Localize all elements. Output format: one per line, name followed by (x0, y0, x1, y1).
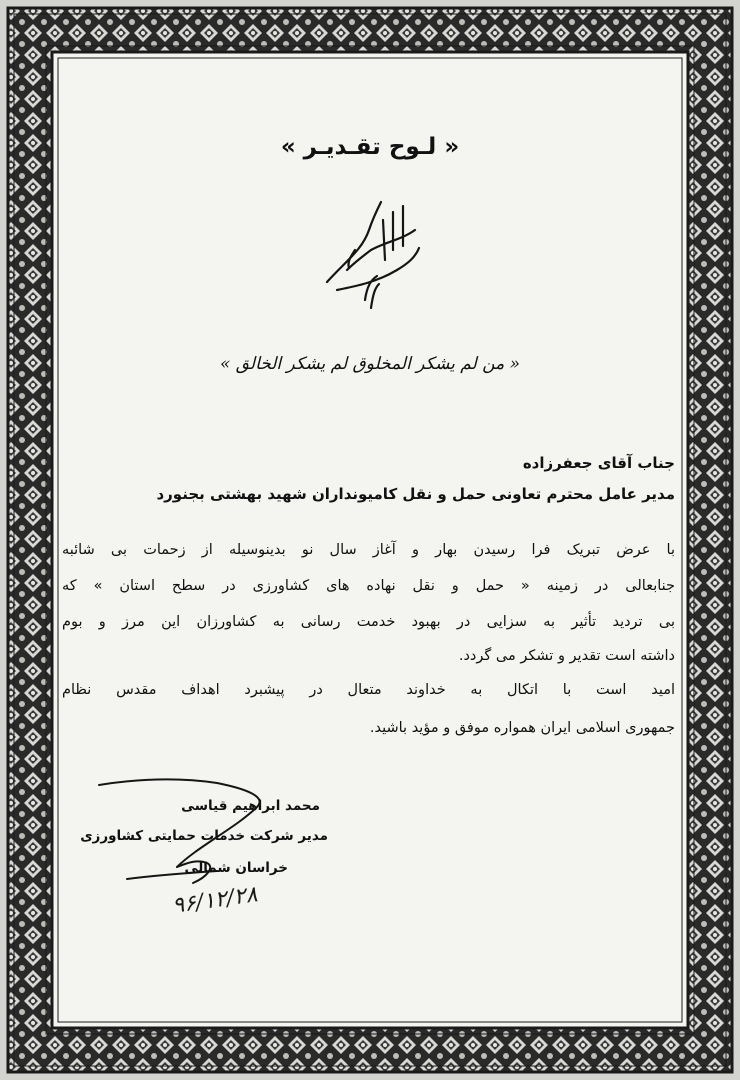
signer-position: مدیر شرکت خدمات حمایتی کشاورزی (80, 828, 328, 844)
body-line: بی تردید تأثیر به سزایی در بهبود خدمت رسانی به کشاورزان این مرز و بوم (62, 614, 675, 630)
signer-region: خراسان شمالی (184, 860, 288, 876)
body-line: جنابعالی در زمینه « حمل و نقل نهاده های کشاورزی در سطح استان » که (62, 578, 675, 594)
certificate-title: « لـوح تقـديـر » (280, 134, 460, 160)
recipient-position: مدیر عامل محترم تعاونی حمل و نقل کامیونداران شهید بهشتی بجنورد (156, 485, 675, 503)
body-line: امید است با اتکال به خداوند متعال در پیشبرد اهداف مقدس نظام (62, 682, 675, 698)
signer-name: محمد ابراهیم قیاسی (181, 798, 320, 814)
handwritten-date: ۹۶/۱۲/۲۸ (170, 882, 260, 919)
body-line: جمهوری اسلامی ایران همواره موفق و مؤید باشید. (369, 720, 675, 736)
hadith-quote: « من لم یشکر المخلوق لم یشکر الخالق » (219, 354, 521, 374)
certificate-content (62, 62, 678, 1018)
recipient-name: جناب آقای جعفرزاده (522, 454, 675, 472)
body-line: داشته است تقدیر و تشکر می گردد. (458, 648, 675, 664)
basmala-calligraphy (307, 190, 437, 320)
body-line: با عرض تبریک فرا رسیدن بهار و آغاز سال نو بدینوسیله از زحمات بی شائبه (62, 542, 675, 558)
